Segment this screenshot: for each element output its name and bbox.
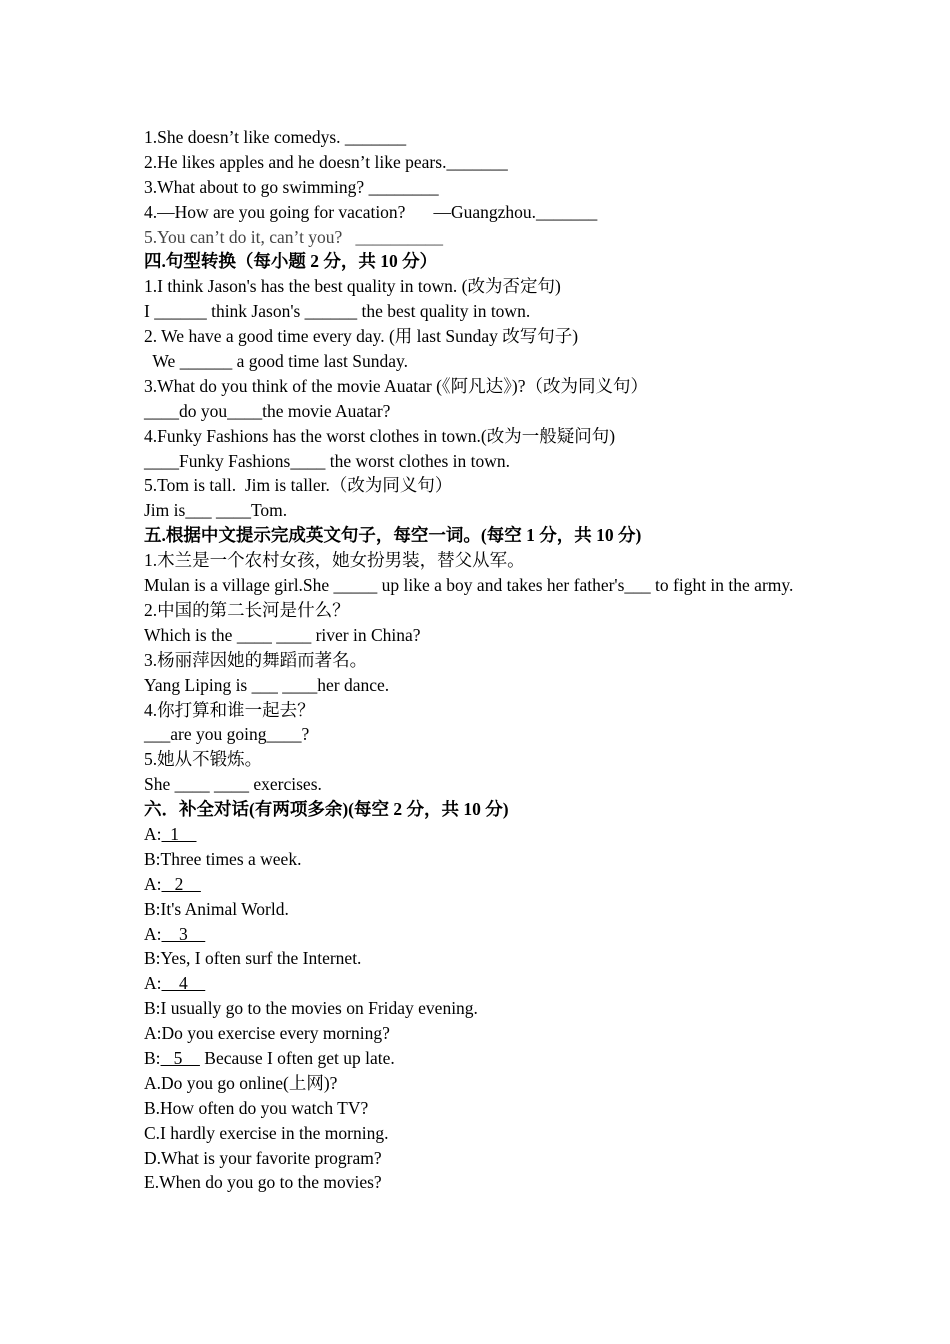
dialog-blank: 2 bbox=[161, 873, 201, 894]
option-item: B.How often do you watch TV? bbox=[144, 1097, 369, 1118]
sec3-q1 bbox=[144, 125, 824, 150]
speaker-label: B: bbox=[144, 948, 161, 969]
dialog-text: Three times a week. bbox=[160, 848, 302, 869]
question-text: 3.What about to go swimming? bbox=[144, 176, 365, 197]
sec5-line: 2.中国的第二长河是什么？ bbox=[144, 599, 350, 620]
section-4-heading: 四.句型转换（每小题 2 分，共 10 分） bbox=[144, 251, 438, 272]
dialog-line bbox=[144, 872, 824, 897]
dialog-text: Yes, I often surf the Internet. bbox=[160, 948, 362, 969]
dialog-text: It's Animal World. bbox=[160, 898, 289, 919]
sec3-q3 bbox=[144, 175, 824, 200]
dialog-blank: 3 bbox=[161, 923, 206, 944]
sec4-line: We ______ a good time last Sunday. bbox=[144, 351, 408, 372]
sec5-line: 4.你打算和谁一起去？ bbox=[144, 699, 315, 720]
dialog-line bbox=[144, 971, 824, 996]
question-text: 4.—How are you going for vacation? bbox=[144, 201, 406, 222]
option-item: A.Do you go online(上网)? bbox=[144, 1072, 338, 1093]
sec4-line: 3.What do you think of the movie Auatar (《阿凡达》)?（改为同义句） bbox=[144, 375, 649, 396]
sec5-line: Which is the ____ ____ river in China? bbox=[144, 624, 421, 645]
dialog-text: Do you exercise every morning? bbox=[161, 1023, 390, 1044]
speaker-label: B: bbox=[144, 848, 161, 869]
sec5-q1-english: Mulan is a village girl.She _____ up like a boy and takes her father's___ to fight in the army. bbox=[144, 575, 794, 596]
question-text: 2.He likes apples and he doesn’t like pears. bbox=[144, 151, 447, 172]
speaker-label: A: bbox=[144, 923, 162, 944]
question-text: 1.She doesn’t like comedys. bbox=[144, 127, 341, 147]
dialog-line bbox=[144, 996, 824, 1021]
worksheet-page bbox=[144, 125, 824, 1195]
dialog-line bbox=[144, 922, 824, 947]
speaker-label: B: bbox=[144, 898, 161, 919]
sec4-line: 2. We have a good time every day. (用 last Sunday 改写句子) bbox=[144, 326, 579, 347]
speaker-label: A: bbox=[144, 873, 162, 894]
sec4-line: ____Funky Fashions____ the worst clothes in town. bbox=[144, 450, 511, 471]
section-5-heading: 五.根据中文提示完成英文句子，每空一词。(每空 1 分，共 10 分) bbox=[144, 525, 642, 546]
dialog-line bbox=[144, 897, 824, 922]
speaker-label: B: bbox=[144, 998, 161, 1019]
sec5-line: Yang Liping is ___ ____her dance. bbox=[144, 674, 390, 695]
sec5-line: 5.她从不锻炼。 bbox=[144, 749, 263, 770]
dialog-blank: 1 bbox=[161, 823, 197, 844]
sec3-q4 bbox=[144, 200, 824, 225]
sec3-q5 bbox=[144, 225, 824, 250]
sec5-line: She ____ ____ exercises. bbox=[144, 774, 322, 795]
dialog-blank: 4 bbox=[161, 973, 206, 994]
speaker-label: A: bbox=[144, 1023, 162, 1044]
sec4-line: 5.Tom is tall. Jim is taller.（改为同义句） bbox=[144, 475, 453, 496]
dialog-line bbox=[144, 946, 824, 971]
option-item: D.What is your favorite program? bbox=[144, 1147, 382, 1168]
dialog-text: I usually go to the movies on Friday evening. bbox=[160, 998, 478, 1019]
sec4-line: 1.I think Jason's has the best quality in town. (改为否定句) bbox=[144, 276, 561, 297]
answer-blank: __________ bbox=[342, 226, 443, 247]
sec5-line: ___are you going____? bbox=[144, 724, 310, 745]
question-reply: —Guangzhou. bbox=[433, 201, 537, 222]
dialog-blank: 5 bbox=[160, 1047, 200, 1068]
dialog-line bbox=[144, 847, 824, 872]
section-6-heading: 六．补全对话(有两项多余)(每空 2 分，共 10 分) bbox=[144, 799, 509, 820]
speaker-label: A: bbox=[144, 823, 162, 844]
answer-blank: ________ bbox=[364, 176, 439, 197]
dialog-line bbox=[144, 822, 824, 847]
speaker-label: A: bbox=[144, 973, 162, 994]
dialog-line bbox=[144, 1046, 824, 1071]
dialog-text: Because I often get up late. bbox=[199, 1047, 395, 1068]
answer-blank: _______ bbox=[340, 127, 407, 147]
sec5-q1-chinese: 1.木兰是一个农村女孩，她女扮男装，替父从军。 bbox=[144, 550, 525, 571]
sec4-line: 4.Funky Fashions has the worst clothes in town.(改为一般疑问句) bbox=[144, 425, 616, 446]
speaker-label: B: bbox=[144, 1047, 161, 1068]
option-item: E.When do you go to the movies? bbox=[144, 1172, 382, 1193]
sec4-line: I ______ think Jason's ______ the best quality in town. bbox=[144, 301, 531, 322]
question-text: 5.You can’t do it, can’t you? bbox=[144, 226, 343, 247]
option-item: C.I hardly exercise in the morning. bbox=[144, 1122, 389, 1143]
answer-blank: _______ bbox=[536, 201, 598, 222]
sec4-line: ____do you____the movie Auatar? bbox=[144, 400, 391, 421]
sec4-line: Jim is___ ____Tom. bbox=[144, 500, 288, 521]
answer-blank: _______ bbox=[446, 151, 508, 172]
sec3-q2 bbox=[144, 150, 824, 175]
sec5-line: 3.杨丽萍因她的舞蹈而著名。 bbox=[144, 649, 368, 670]
dialog-line bbox=[144, 1021, 824, 1046]
